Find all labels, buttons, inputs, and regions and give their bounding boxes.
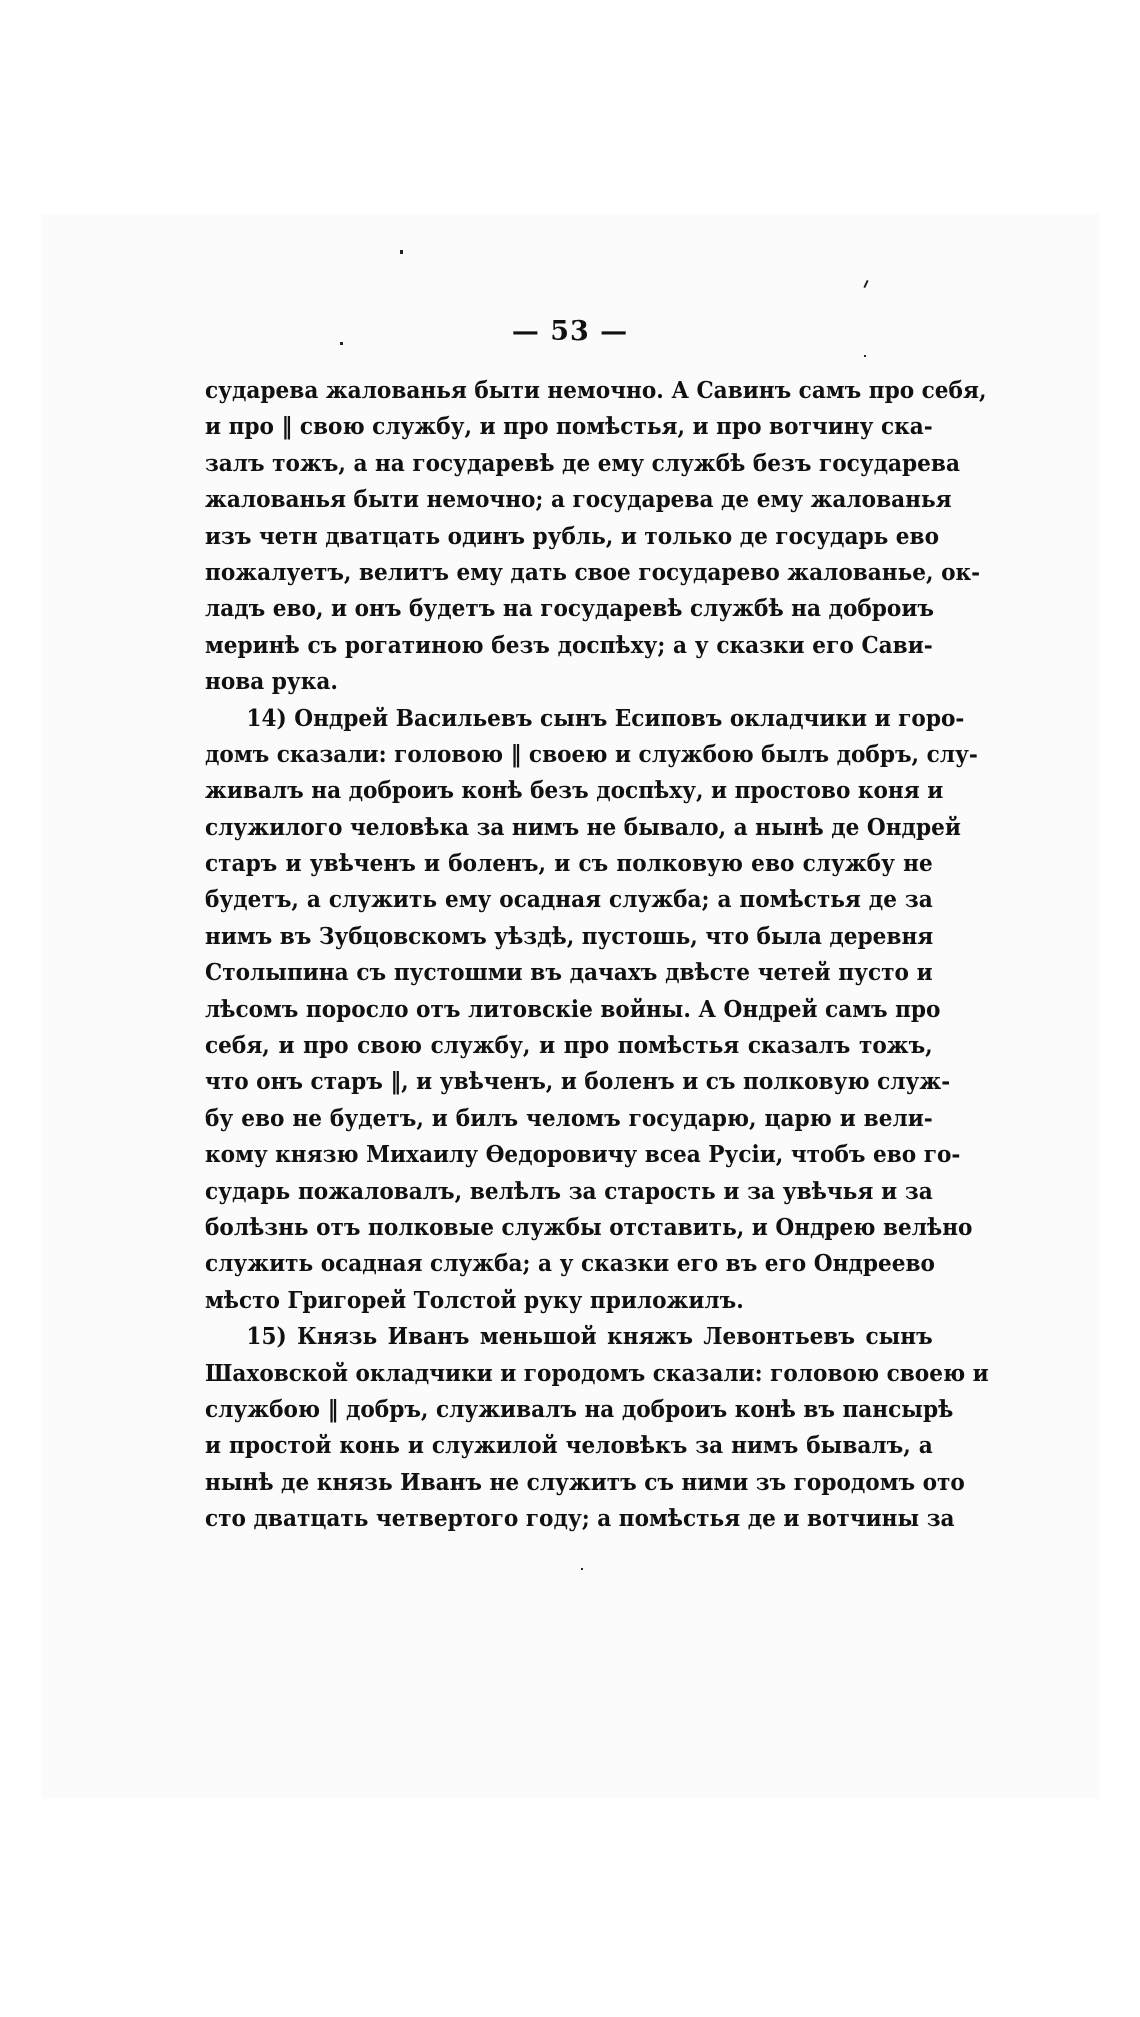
text-line: лѣсомъ поросло отъ литовскіе войны. А Ондрей самъ про [205,994,941,1023]
text-line: старъ и увѣченъ и боленъ, и съ полковую ево службу не [205,849,933,878]
text-line: и про ‖ свою службу, и про помѣстья, и про вотчину ска- [205,412,933,441]
scan-speck [340,342,343,345]
text-line: сто дватцать четвертого году; а помѣстья де и вотчины за [205,1504,955,1533]
paragraph-15-start: 15) Князь Иванъ меньшой княжъ Левонтьевъ сынъ [246,1322,933,1351]
text-line: живалъ на доброиъ конѣ безъ доспѣху, и простово коня и [205,776,944,805]
text-line: домъ сказали: головою ‖ своею и службою былъ добръ, слу- [205,739,978,768]
paragraph-14-start: 14) Ондрей Васильевъ сынъ Есиповъ окладчики и горо- [246,703,965,732]
text-line: бу ево не будетъ, и билъ челомъ государю, царю и вели- [205,1103,933,1132]
scan-speck [581,1568,583,1570]
scan-speck [400,250,403,254]
text-line: нимъ въ Зубцовскомъ уѣздѣ, пустошь, что была деревня [205,921,934,950]
scan-speck [864,355,866,357]
text-line: Столыпина съ пустошми въ дачахъ двѣсте четей пусто и [205,958,933,987]
text-line: и простой конь и служилой человѣкъ за нимъ бывалъ, а [205,1431,933,1460]
text-column [205,372,989,1537]
text-line: служить осадная служба; а у сказки его въ его Ондреево [205,1249,935,1278]
text-line: будетъ, а служить ему осадная служба; а помѣстья де за [205,885,933,914]
text-line: пожалуетъ, велитъ ему дать свое государево жалованье, ок- [205,557,981,586]
text-line: болѣзнь отъ полковые службы отставить, и Ондрею велѣно [205,1212,973,1241]
text-line: себя, и про свою службу, и про помѣстья сказалъ тожъ, [205,1031,933,1060]
page-number: — 53 — [511,316,629,347]
text-line: сударева жалованья быти немочно. А Савинъ самъ про себя, [205,376,987,404]
text-line: нова рука. [205,667,338,696]
text-line: кому князю Михаилу Ѳедоровичу всеа Русіи, чтобъ ево го- [205,1140,961,1169]
text-line: изъ четн дватцать одинъ рубль, и только де государь ево [205,521,940,550]
text-line: ладъ ево, и онъ будетъ на государевѣ службѣ на доброиъ [205,594,934,623]
text-line: сударь пожаловалъ, велѣлъ за старость и за увѣчья и за [205,1176,933,1205]
text-line: мѣсто Григорей Толстой руку приложилъ. [205,1285,744,1314]
text-line: Шаховской окладчики и городомъ сказали: головою своею и [205,1358,989,1387]
text-line: что онъ старъ ‖, и увѣченъ, и боленъ и съ полковую служ- [205,1067,951,1096]
text-line: залъ тожъ, а на государевѣ де ему службѣ безъ государева [205,448,960,477]
text-line: жалованья быти немочно; а государева де ему жалованья [205,485,952,514]
text-line: меринѣ съ рогатиною безъ доспѣху; а у сказки его Сави- [205,630,933,659]
text-line: нынѣ де князь Иванъ не служитъ съ ними зъ городомъ ото [205,1467,965,1496]
text-line: служилого человѣка за нимъ не бывало, а нынѣ де Ондрей [205,812,961,841]
text-line: службою ‖ добръ, служивалъ на доброиъ конѣ въ пансырѣ [205,1394,954,1423]
